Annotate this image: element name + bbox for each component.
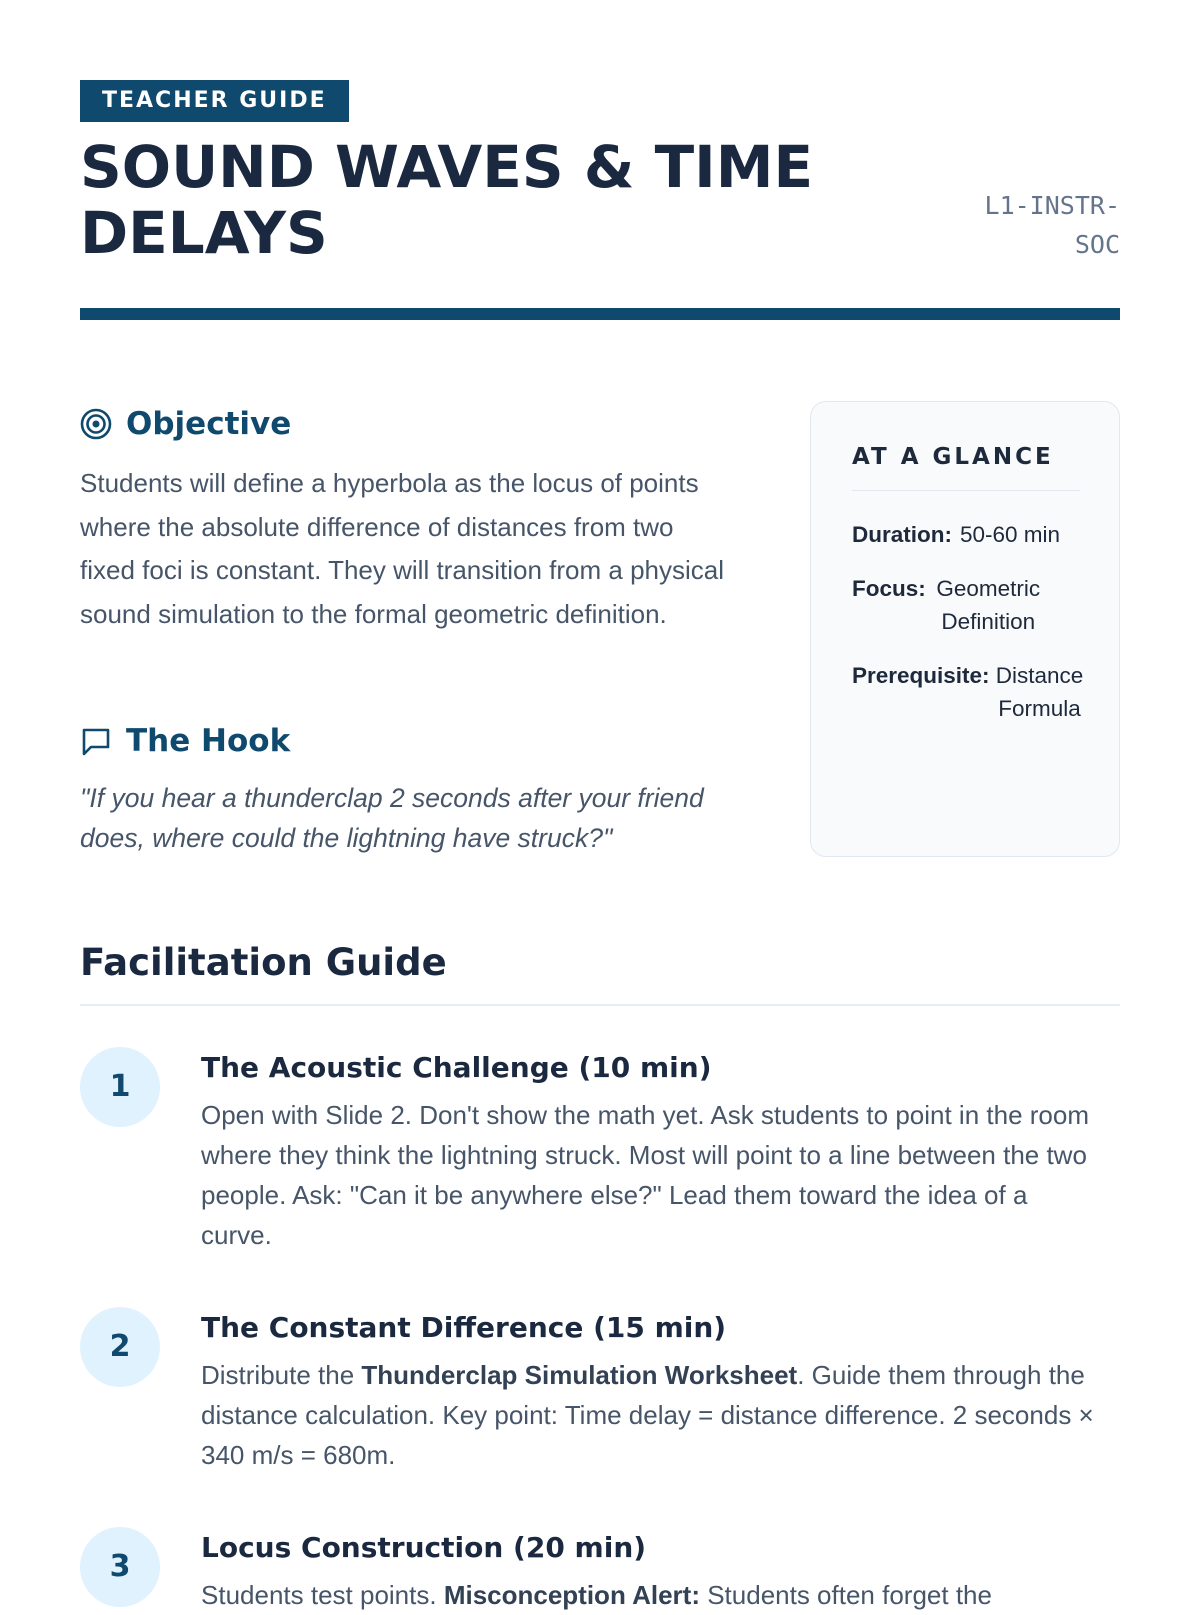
step-title: The Constant Difference (15 min) — [201, 1311, 727, 1344]
step-number-badge: 1 — [80, 1047, 160, 1127]
step-body-text: Students test points. — [201, 1580, 444, 1610]
step-body — [201, 1575, 1101, 1615]
document-code-text: L1-INSTR-SOC — [984, 191, 1120, 259]
objective-heading-row — [80, 404, 291, 444]
step-number-badge: 3 — [80, 1527, 160, 1607]
glance-row-prerequisite — [852, 659, 1102, 725]
title-divider — [80, 308, 1120, 320]
hook-heading-row — [80, 721, 290, 761]
glance-label: Duration: — [852, 522, 952, 547]
teacher-guide-badge: TEACHER GUIDE — [80, 80, 349, 122]
worksheet-name: Thunderclap Simulation Worksheet — [361, 1360, 798, 1390]
step-number-badge: 2 — [80, 1307, 160, 1387]
teacher-guide-page — [80, 0, 1120, 1610]
glance-row-focus — [852, 572, 1102, 638]
at-a-glance-title: AT A GLANCE — [852, 444, 1054, 470]
facilitation-guide-heading: Facilitation Guide — [80, 941, 447, 984]
step-body-text: . Guide them through the distance calculation. Key point: Time delay = distance difference. 2 seconds × 340 m/s = 680m. — [201, 1360, 1094, 1470]
step-body — [201, 1355, 1101, 1475]
objective-text: Students will define a hyperbola as the locus of points where the absolute difference of distances from two fixed foci is constant. They will transition from a physical sound simulation to the formal geometric definition. — [80, 468, 725, 629]
misconception-alert-label: Misconception Alert: — [443, 1580, 700, 1610]
facilitation-guide-divider — [80, 1004, 1120, 1006]
step-body-text: Students often forget the — [699, 1580, 992, 1610]
at-a-glance-card — [810, 401, 1120, 857]
glance-row-duration — [852, 518, 1102, 551]
glance-value: 50-60 min — [960, 522, 1061, 547]
document-code — [950, 186, 1120, 264]
glance-value: Geometric Definition — [936, 576, 1041, 634]
step-body: Open with Slide 2. Don't show the math yet. Ask students to point in the room where they think the lightning struck. Most will point to a line between the two people. Ask: "Can it be anywhere else?" Lead them toward the idea of a curve. — [201, 1100, 1089, 1250]
objective-heading: Objective — [126, 406, 292, 442]
glance-value: Distance Formula — [995, 663, 1084, 721]
glance-label: Focus: — [852, 576, 926, 601]
page-title: SOUND WAVES & TIME DELAYS — [80, 133, 814, 267]
chat-bubble-icon — [80, 725, 112, 757]
glance-label: Prerequisite: — [852, 663, 990, 688]
target-icon — [80, 408, 112, 440]
hook-heading: The Hook — [126, 723, 291, 759]
step-body-text: Distribute the — [201, 1360, 362, 1390]
step-title: Locus Construction (20 min) — [201, 1531, 647, 1564]
at-a-glance-divider — [852, 490, 1080, 491]
hook-quote: "If you hear a thunderclap 2 seconds after your friend does, where could the lightning have struck?" — [80, 783, 704, 853]
step-title: The Acoustic Challenge (10 min) — [201, 1051, 712, 1084]
